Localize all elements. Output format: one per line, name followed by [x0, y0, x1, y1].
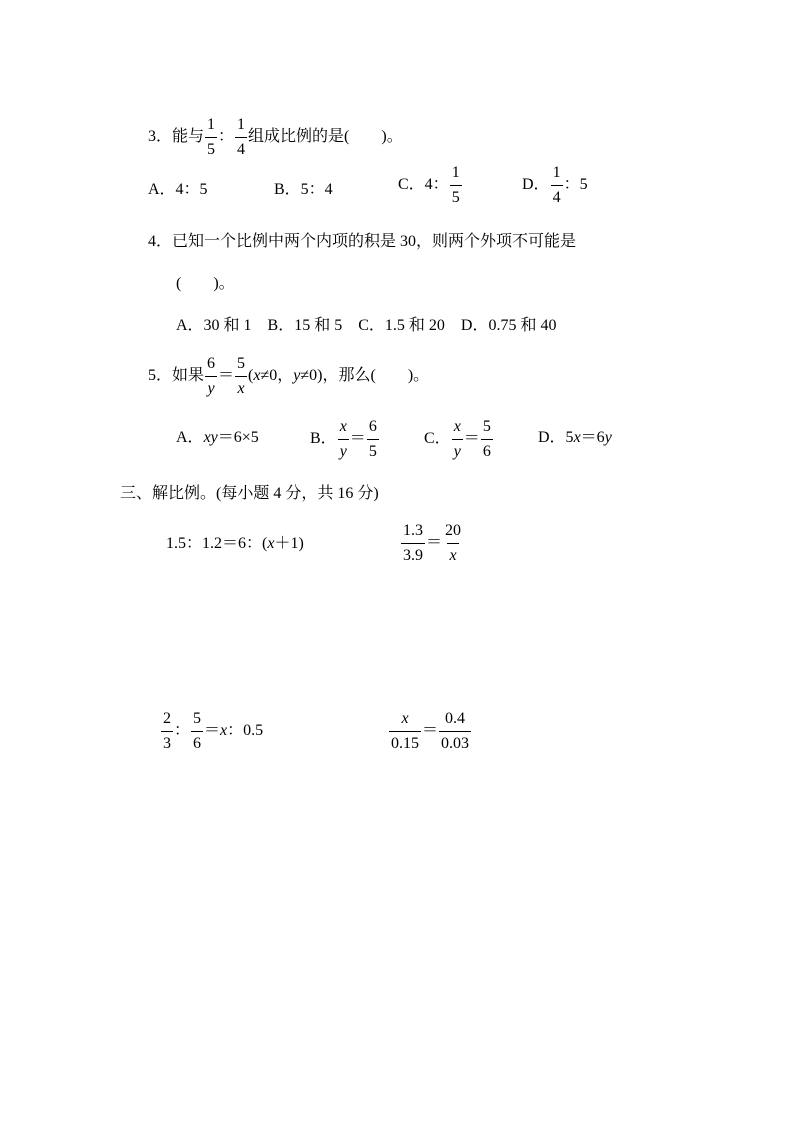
- question-5: 5．如果 $\frac{6}{y}$ ＝ $\frac{5}{x}$ (x≠0，y≠0)，那么( )。: [148, 355, 430, 397]
- question-4-line-2: ( )。: [176, 275, 235, 292]
- q3-prefix: 3．能与: [148, 128, 205, 146]
- q3-option-c-fraction: $\frac{1}{5}$: [451, 164, 460, 206]
- q5-fraction-2: $\frac{5}{x}$: [237, 355, 246, 397]
- question-3: 3．能与 $\frac{1}{5}$ ： $\frac{1}{4}$ 组成比例的是( )。: [148, 116, 403, 158]
- q3-option-b[interactable]: B．5：4: [274, 181, 333, 198]
- q3-option-a[interactable]: A．4：5: [148, 181, 208, 198]
- problem-3: $\frac{2}{3}$ ： $\frac{5}{6}$ ＝x：0.5: [163, 710, 264, 752]
- q3-fraction-2: $\frac{1}{4}$: [237, 116, 246, 158]
- problem-2: $\frac{1.3}{3.9}$ ＝ $\frac{20}{x}$: [403, 522, 462, 564]
- q5-option-d[interactable]: D．5x＝6y: [538, 429, 612, 446]
- q3-option-d[interactable]: D． $\frac{1}{4}$ ：5: [522, 164, 588, 206]
- question-4-line-1: 4．已知一个比例中两个内项的积是 30，则两个外项不可能是: [148, 233, 577, 250]
- q5-option-a[interactable]: A．xy＝6×5: [176, 429, 259, 446]
- q3-option-d-fraction: $\frac{1}{4}$: [552, 164, 561, 206]
- problem-1: 1.5：1.2＝6：(x＋1): [166, 535, 304, 552]
- q5-fraction-1: $\frac{6}{y}$: [207, 355, 216, 397]
- q5-option-b[interactable]: B． $\frac{x}{y}$ ＝ $\frac{6}{5}$: [310, 418, 377, 460]
- q4-options[interactable]: A．30 和 1 B．15 和 5 C．1.5 和 20 D．0.75 和 40: [176, 317, 557, 334]
- q3-fraction-1: $\frac{1}{5}$: [207, 116, 216, 158]
- q5-option-c[interactable]: C． $\frac{x}{y}$ ＝ $\frac{5}{6}$: [424, 418, 491, 460]
- q3-suffix: 组成比例的是( )。: [248, 128, 403, 146]
- q3-option-c[interactable]: C．4： $\frac{1}{5}$: [398, 164, 460, 206]
- problem-4: $\frac{x}{0.15}$ ＝ $\frac{0.4}{0.03}$: [391, 710, 470, 752]
- section-3-title: 三、解比例。(每小题 4 分，共 16 分): [120, 485, 379, 502]
